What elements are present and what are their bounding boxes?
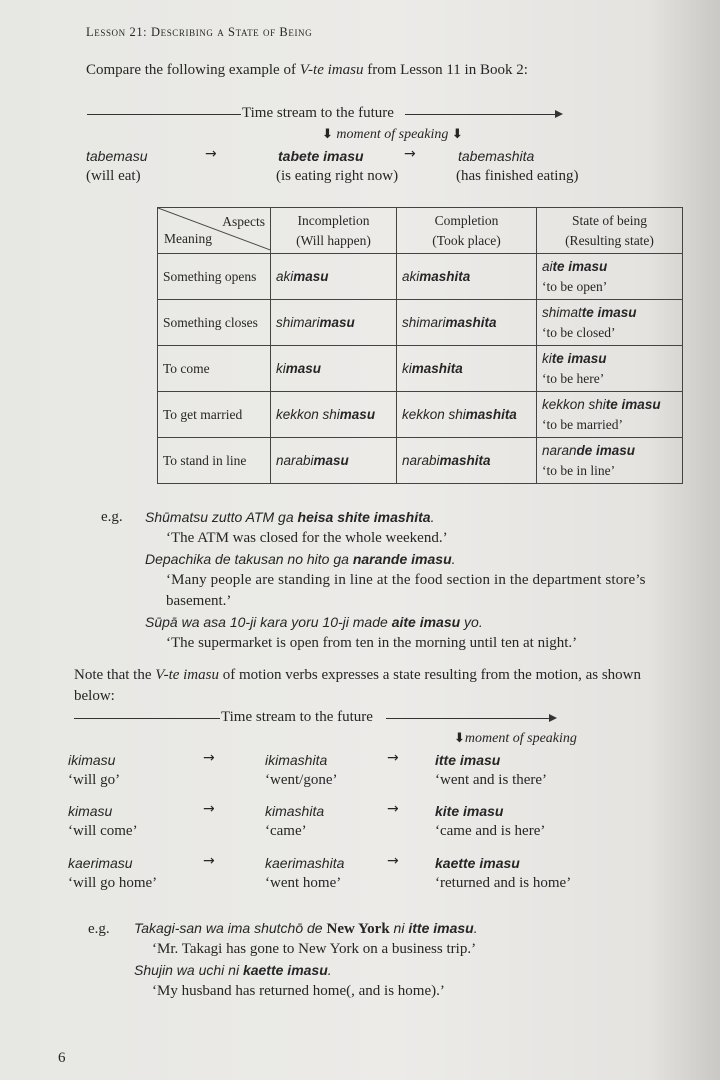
state-gloss: ‘to be in line’ <box>542 462 616 478</box>
verb-stem: aki <box>276 269 294 284</box>
state-gloss: ‘to be closed’ <box>542 324 616 340</box>
timeline-2-line-left <box>74 718 220 719</box>
verb-ending: te imasu <box>552 258 608 274</box>
example-highlight: aite imasu <box>391 614 461 630</box>
table-header-row <box>158 208 683 254</box>
timeline-1-moment <box>322 127 463 143</box>
completion-cell <box>397 346 537 392</box>
column-header <box>271 208 397 254</box>
table-row <box>158 438 683 484</box>
verb-ending: masu <box>285 361 322 376</box>
table-row <box>158 392 683 438</box>
column-header-subtitle: (Took place) <box>432 232 501 248</box>
aspects-table <box>157 207 683 484</box>
column-header-title: Incompletion <box>297 212 370 228</box>
note-text: of motion verbs expresses a state resulting from the motion, as shown <box>218 667 641 683</box>
timeline-2-gloss: ‘went home’ <box>265 875 342 891</box>
meaning-cell: Something opens <box>158 254 271 300</box>
intro-text: Compare the following example of <box>86 62 300 78</box>
state-gloss: ‘to be here’ <box>542 370 605 386</box>
verb-ending: mashita <box>411 361 463 376</box>
timeline-1-line-right <box>405 114 555 115</box>
example-translation: ‘Many people are standing in line at the food section in the department store’s <box>166 572 646 588</box>
example-text: yo. <box>460 614 483 630</box>
timeline-1-word-3: tabemashita <box>458 148 535 164</box>
example-sentence <box>145 551 456 567</box>
timeline-2-arrowhead <box>549 714 557 722</box>
timeline-1-label: Time stream to the future <box>242 105 394 121</box>
right-arrow-icon: → <box>387 750 399 766</box>
timeline-2-gloss: ‘went/gone’ <box>265 772 338 788</box>
incompletion-cell <box>271 346 397 392</box>
verb-ending: te imasu <box>551 350 607 366</box>
column-header-subtitle: (Resulting state) <box>565 232 654 248</box>
timeline-2-word: ikimasu <box>68 752 116 768</box>
timeline-2-word: kite imasu <box>435 803 504 819</box>
intro-text-end: from Lesson 11 in Book 2: <box>363 62 528 78</box>
verb-ending: mashita <box>445 315 497 330</box>
corner-aspects-label: Aspects <box>222 214 265 229</box>
verb-ending: mashita <box>439 453 491 468</box>
timeline-2-gloss: ‘came’ <box>265 823 307 839</box>
table-corner-cell <box>158 208 271 254</box>
timeline-2-gloss: ‘came and is here’ <box>435 823 546 839</box>
table-row <box>158 346 683 392</box>
incompletion-cell <box>271 392 397 438</box>
verb-stem: aki <box>402 269 420 284</box>
column-header-title: State of being <box>572 212 647 228</box>
timeline-2-gloss: ‘will go’ <box>68 772 121 788</box>
timeline-2-word: kaerimashita <box>265 855 345 871</box>
verb-ending: masu <box>313 453 349 468</box>
intro-sentence <box>86 62 528 79</box>
verb-ending: mashita <box>419 269 471 284</box>
verb-stem: kekkon shi <box>542 396 606 412</box>
timeline-2-gloss: ‘returned and is home’ <box>435 875 572 891</box>
table-row <box>158 254 683 300</box>
intro-term: V-te imasu <box>299 62 364 78</box>
verb-ending: de imasu <box>576 442 636 458</box>
state-cell <box>537 300 683 346</box>
example-highlight: kaette imasu <box>242 962 328 978</box>
completion-cell <box>397 300 537 346</box>
down-arrow-icon: ⬇ <box>451 127 463 142</box>
completion-cell <box>397 438 537 484</box>
down-arrow-icon: ⬇ <box>322 127 333 142</box>
note-paragraph-line-1 <box>74 667 641 684</box>
example-translation: ‘Mr. Takagi has gone to New York on a business trip.’ <box>152 941 477 957</box>
verb-stem: shimari <box>276 315 320 330</box>
meaning-cell: To stand in line <box>158 438 271 484</box>
example-sentence <box>134 920 478 938</box>
verb-ending: mashita <box>465 407 517 422</box>
completion-cell <box>397 392 537 438</box>
verb-stem: ki <box>276 361 286 376</box>
verb-stem: ki <box>542 350 552 366</box>
right-arrow-icon: → <box>387 853 399 869</box>
verb-stem: ai <box>542 258 553 274</box>
timeline-1-gloss-2: (is eating right now) <box>276 168 399 184</box>
column-header-title: Completion <box>434 212 499 228</box>
right-arrow-icon: → <box>203 801 215 817</box>
verb-stem: naran <box>542 442 577 458</box>
column-header-subtitle: (Will happen) <box>296 232 371 248</box>
incompletion-cell <box>271 300 397 346</box>
corner-meaning-label: Meaning <box>164 231 212 246</box>
right-arrow-icon: → <box>387 801 399 817</box>
table-row <box>158 300 683 346</box>
verb-ending: masu <box>339 407 376 422</box>
example-text: ni <box>389 920 409 936</box>
meaning-cell: To get married <box>158 392 271 438</box>
example-highlight: narande imasu <box>352 551 452 567</box>
state-gloss: ‘to be married’ <box>542 416 623 432</box>
example-text: Sūpā wa asa 10-ji kara yoru 10-ji made <box>145 614 392 630</box>
timeline-2-line-right <box>386 718 549 719</box>
timeline-2-word: kaerimasu <box>68 855 133 871</box>
incompletion-cell <box>271 254 397 300</box>
state-cell <box>537 346 683 392</box>
example-text: Shujin wa uchi ni <box>134 962 243 978</box>
example-text: . <box>327 962 332 978</box>
example-text: . <box>430 509 435 525</box>
timeline-2-label: Time stream to the future <box>221 709 373 725</box>
verb-stem: kekkon shi <box>276 407 340 422</box>
verb-ending: masu <box>293 269 329 284</box>
verb-stem: shimari <box>402 315 446 330</box>
moment-label: moment of speaking <box>336 127 449 142</box>
timeline-1-word-1: tabemasu <box>86 148 148 164</box>
column-header <box>397 208 537 254</box>
example-sentence <box>134 962 332 978</box>
timeline-2-word: itte imasu <box>435 752 501 768</box>
timeline-1-arrowhead <box>555 110 563 118</box>
verb-stem: ki <box>402 361 412 376</box>
timeline-2-moment <box>454 731 577 747</box>
eg-label: e.g. <box>88 921 110 937</box>
timeline-2-word: kimashita <box>265 803 325 819</box>
example-translation-cont: basement.’ <box>166 593 232 609</box>
timeline-1-word-2: tabete imasu <box>278 148 364 164</box>
example-text: . <box>473 920 478 936</box>
verb-stem: kekkon shi <box>402 407 466 422</box>
running-header: Lesson 21: Describing a State of Being <box>86 25 313 39</box>
meaning-cell: To come <box>158 346 271 392</box>
example-sentence <box>145 614 483 630</box>
state-cell <box>537 254 683 300</box>
timeline-1-line-left <box>87 114 241 115</box>
verb-stem: narabi <box>276 453 314 468</box>
note-term: V-te imasu <box>155 667 219 683</box>
eg-label: e.g. <box>101 509 123 525</box>
timeline-2-word: kaette imasu <box>435 855 520 871</box>
meaning-cell: Something closes <box>158 300 271 346</box>
example-highlight: itte imasu <box>408 920 474 936</box>
completion-cell <box>397 254 537 300</box>
right-arrow-icon: → <box>205 146 217 162</box>
timeline-2-word: ikimashita <box>265 752 328 768</box>
timeline-2-word: kimasu <box>68 803 113 819</box>
timeline-2-gloss: ‘went and is there’ <box>435 772 548 788</box>
example-translation: ‘The supermarket is open from ten in the morning until ten at night.’ <box>166 635 578 651</box>
right-arrow-icon: → <box>203 853 215 869</box>
example-highlight: heisa shite imashita <box>297 509 431 525</box>
incompletion-cell <box>271 438 397 484</box>
timeline-2-gloss: ‘will come’ <box>68 823 138 839</box>
right-arrow-icon: → <box>404 146 416 162</box>
note-text: Note that the <box>74 667 156 683</box>
right-arrow-icon: → <box>203 750 215 766</box>
down-arrow-icon: ⬇ <box>454 731 465 746</box>
example-translation: ‘My husband has returned home(, and is home).’ <box>152 983 445 999</box>
verb-ending: te imasu <box>605 396 661 412</box>
example-translation: ‘The ATM was closed for the whole weekend.’ <box>166 530 448 546</box>
verb-stem: shimat <box>542 304 582 320</box>
example-text: . <box>451 551 456 567</box>
state-cell <box>537 392 683 438</box>
verb-ending: masu <box>319 315 355 330</box>
column-header <box>537 208 683 254</box>
timeline-1-gloss-3: (has finished eating) <box>456 168 579 184</box>
page-number: 6 <box>58 1050 66 1066</box>
verb-stem: narabi <box>402 453 440 468</box>
timeline-1-gloss-1: (will eat) <box>86 168 141 184</box>
example-text: Takagi-san wa ima shutchō de <box>134 920 327 936</box>
example-text: Shūmatsu zutto ATM ga <box>145 509 298 525</box>
note-paragraph-line-2: below: <box>74 688 115 704</box>
example-place-name: New York <box>326 921 390 937</box>
example-text: Depachika de takusan no hito ga <box>145 551 353 567</box>
example-sentence <box>145 509 434 525</box>
verb-ending: te imasu <box>581 304 637 320</box>
state-cell <box>537 438 683 484</box>
state-gloss: ‘to be open’ <box>542 278 608 294</box>
timeline-2-gloss: ‘will go home’ <box>68 875 158 891</box>
moment-label: moment of speaking <box>464 731 577 746</box>
